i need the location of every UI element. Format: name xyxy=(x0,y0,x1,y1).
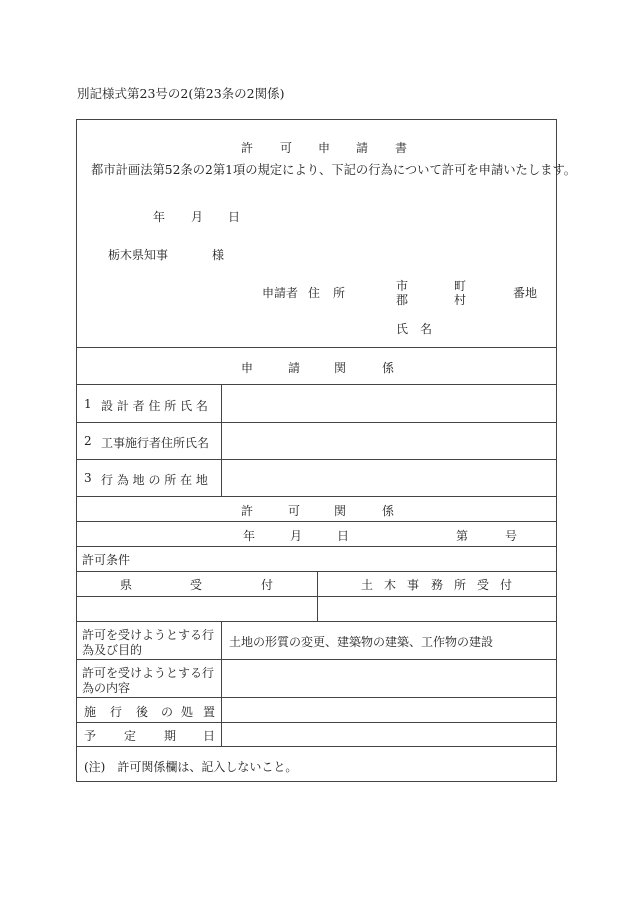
address-town: 町 xyxy=(454,279,467,293)
purpose-value: 土地の形質の変更、建築物の建築、工作物の建設 xyxy=(229,635,494,649)
post-action-input[interactable] xyxy=(223,699,553,720)
address-village: 村 xyxy=(454,293,467,307)
office-receipt-stamp-area[interactable] xyxy=(319,598,554,619)
form-number-note: 別記様式第23号の2(第23条の2関係) xyxy=(77,86,285,101)
honorific: 様 xyxy=(212,248,225,262)
address-city: 市 xyxy=(396,279,409,293)
address-block: 番地 xyxy=(513,286,538,300)
scheduled-date-input[interactable] xyxy=(223,724,553,744)
designer-input[interactable] xyxy=(223,386,553,420)
applicant-label: 申請者 xyxy=(262,286,299,300)
site-location-input[interactable] xyxy=(223,461,553,495)
permit-conditions-label: 許可条件 xyxy=(82,553,131,567)
contractor-input[interactable] xyxy=(223,424,553,458)
intro-statement: 都市計画法第52条の2第1項の規定により、下記の行為について許可を申請いたします。 xyxy=(91,163,577,177)
content-input[interactable] xyxy=(223,661,553,695)
prefecture-receipt-stamp-area[interactable] xyxy=(78,598,315,619)
addressee: 栃木県知事 xyxy=(108,248,169,262)
footnote: (注) 許可関係欄は、記入しないこと。 xyxy=(84,760,298,774)
address-county: 郡 xyxy=(396,293,409,307)
